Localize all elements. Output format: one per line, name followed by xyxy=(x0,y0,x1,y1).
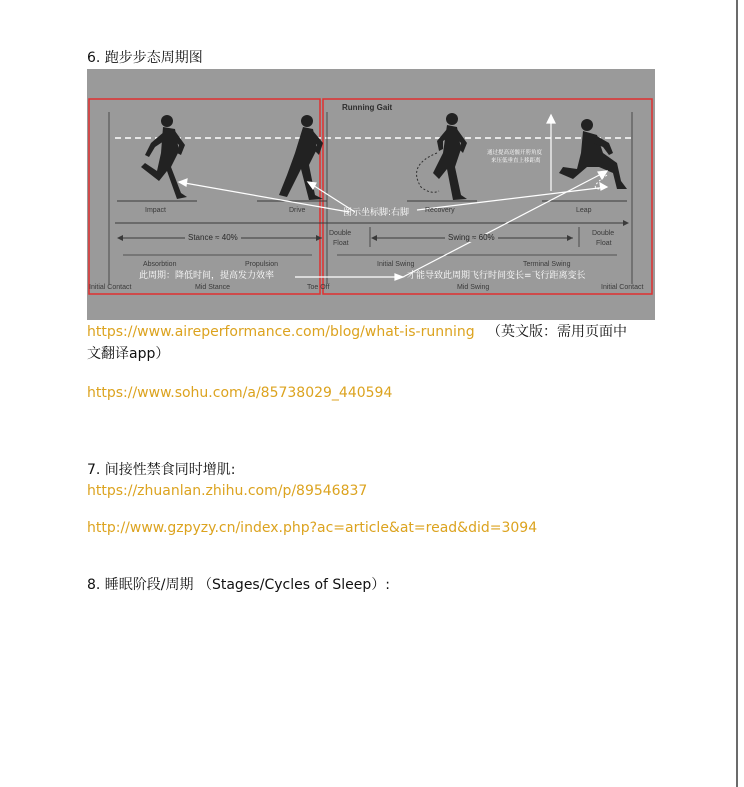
label-swing: Swing ≈ 60% xyxy=(445,234,498,242)
label-mid-stance: Mid Stance xyxy=(195,284,231,291)
page-edge xyxy=(736,0,738,787)
aireperformance-note: （英文版：需用页面中 xyxy=(487,324,627,340)
label-double-float-1-line1: Double xyxy=(329,230,352,237)
aireperformance-note-line2: 文翻译app） xyxy=(87,346,170,362)
annotation-stance-note: 此周期：降低时间，提高发力效率 xyxy=(139,271,275,281)
annotation-coordinate-note: 图示坐标脚:右脚 xyxy=(343,208,410,218)
running-gait-figure xyxy=(87,69,655,320)
section-6-heading: 6. 跑步步态周期图 xyxy=(87,50,203,66)
label-initial-contact-left: Initial Contact xyxy=(89,284,132,291)
label-mid-swing: Mid Swing xyxy=(457,284,490,291)
section-7-heading: 7. 间接性禁食同时增肌: xyxy=(87,462,236,478)
aireperformance-link[interactable]: https://www.aireperformance.com/blog/what-is-running xyxy=(87,324,475,340)
section-8-heading: 8. 睡眠阶段/周期 （Stages/Cycles of Sleep）: xyxy=(87,577,390,593)
label-absorption: Absorbtion xyxy=(143,261,177,268)
label-toe-off: Toe Off xyxy=(307,284,330,291)
annotation-swing-note: 才能导致此周期飞行时间变长=飞行距离变长 xyxy=(407,271,586,281)
label-double-float-1-line2: Float xyxy=(333,240,349,247)
annotation-leap-note-line1: 通过提高送髋开胯角度 xyxy=(487,150,543,156)
runner-impact xyxy=(141,115,187,199)
annotation-leap-note-line2: 来压低垂直上移距离 xyxy=(491,158,541,164)
figure-title: Running Gait xyxy=(342,103,393,112)
label-drive: Drive xyxy=(289,207,306,214)
label-initial-contact-right: Initial Contact xyxy=(601,284,644,291)
label-impact: Impact xyxy=(145,207,167,214)
swing-highlight-box xyxy=(323,99,652,294)
label-propulsion: Propulsion xyxy=(245,261,279,268)
sohu-link[interactable]: https://www.sohu.com/a/85738029_440594 xyxy=(87,385,393,401)
label-leap: Leap xyxy=(576,207,592,214)
label-stance: Stance ≈ 40% xyxy=(185,234,241,242)
label-double-float-2-line2: Float xyxy=(596,240,612,247)
label-double-float-2-line1: Double xyxy=(592,230,615,237)
label-initial-swing: Initial Swing xyxy=(377,261,415,268)
gzpyzy-link[interactable]: http://www.gzpyzy.cn/index.php?ac=article&at=read&did=3094 xyxy=(87,520,538,536)
label-terminal-swing: Terminal Swing xyxy=(523,261,571,268)
label-recovery: Recovery xyxy=(425,207,455,214)
runner-recovery xyxy=(433,113,467,200)
zhihu-link[interactable]: https://zhuanlan.zhihu.com/p/89546837 xyxy=(87,483,368,499)
